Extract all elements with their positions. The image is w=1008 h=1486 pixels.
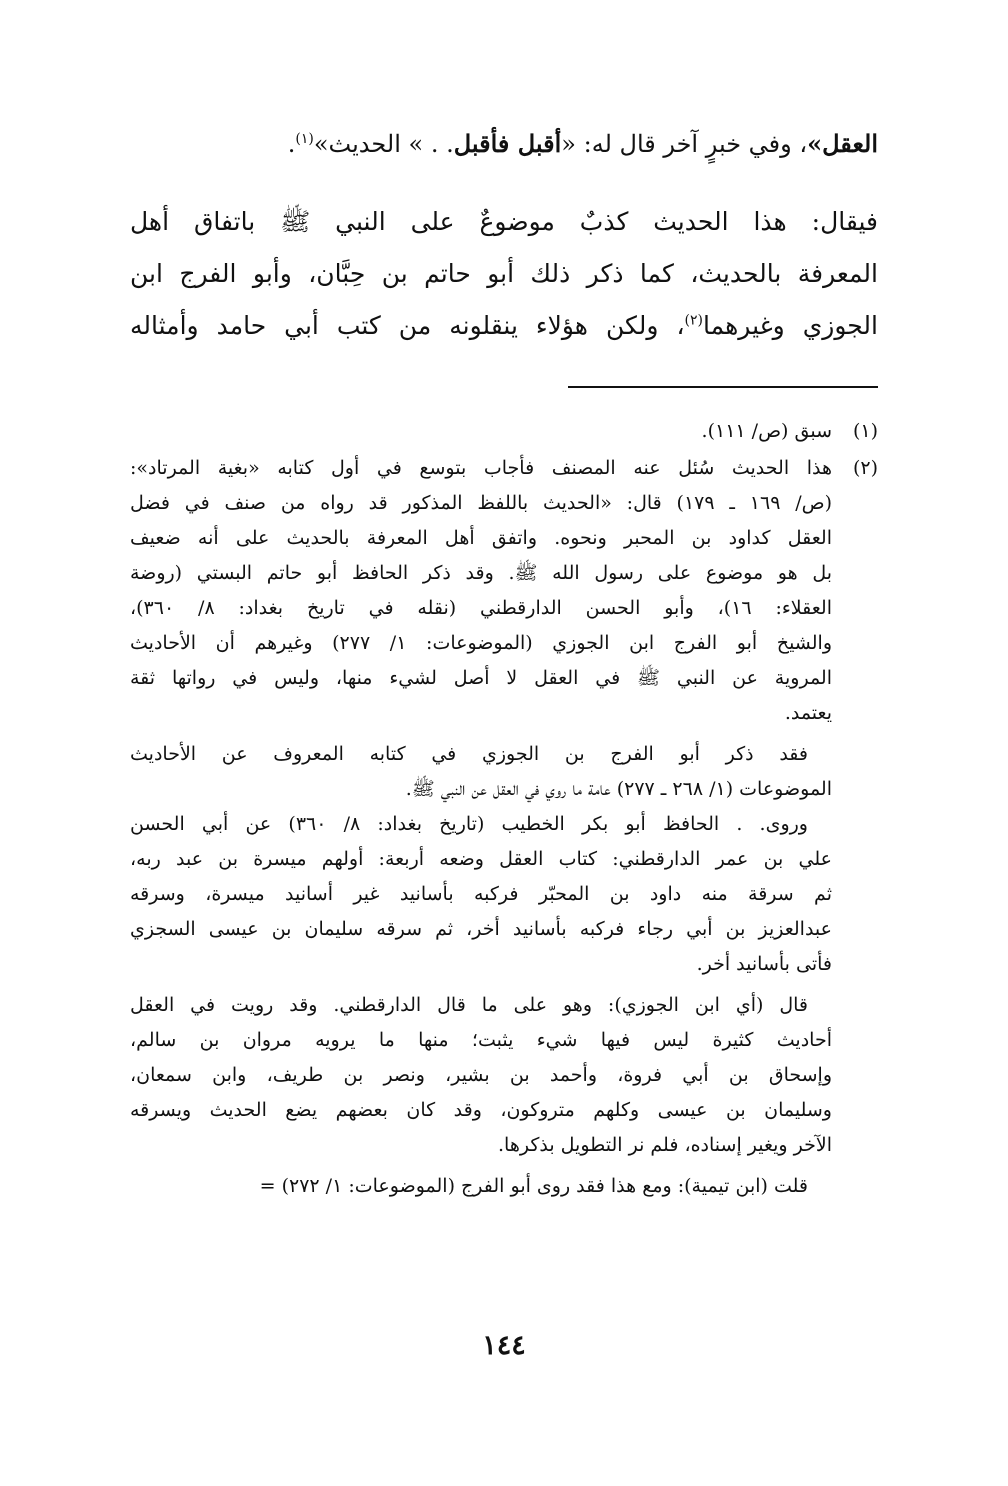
footnote-line: وسليمان بن عيسى وكلهم متروكون، وقد كان بعضهم يضع الحديث ويسرقه <box>130 1099 832 1121</box>
main-paragraph-line <box>130 300 878 352</box>
main-paragraph-line: المعرفة بالحديث، كما ذكر ذلك أبو حاتم بن حِبَّان، وأبو الفرج ابن <box>130 259 878 288</box>
main-line-1-bold2: أقبل فأقبل <box>453 129 562 158</box>
footnote-number: (١) <box>852 420 878 442</box>
footnote-paragraph <box>130 1169 878 1204</box>
footnote-separator <box>568 386 878 388</box>
footnote-line: هذا الحديث سُئل عنه المصنف فأجاب بتوسع في أول كتابه «بغية المرتاد»: <box>130 457 832 479</box>
footnote-line: العقل كداود بن المحبر ونحوه. واتفق أهل المعرفة بالحديث على أنه ضعيف <box>130 527 832 549</box>
footnote-2 <box>130 451 878 731</box>
footnote-line: بل هو موضوع على رسول الله ﷺ. وقد ذكر الحافظ أبو حاتم البستي (روضة <box>130 562 832 584</box>
main-paragraph-line: فيقال: هذا الحديث كذبٌ موضوعٌ على النبي ﷺ باتفاق أهل <box>130 207 878 236</box>
footnote-line: المروية عن النبي ﷺ في العقل لا أصل لشيء منها، وليس في رواتها ثقة <box>130 667 832 689</box>
footnote-line: وروى. . الحافظ أبو بكر الخطيب (تاريخ بغداد: ٨/ ٣٦٠) عن أبي الحسن <box>130 813 808 835</box>
footnote-line: فأتى بأسانيد أخر. <box>696 953 832 975</box>
footnote-line: (ص/ ١٦٩ ـ ١٧٩) قال: «الحديث باللفظ المذكور قد رواه من صنف في فضل <box>130 492 832 514</box>
footnote-line: عبدالعزيز بن أبي رجاء فركبه بأسانيد أخر، ثم سرقه سليمان بن عيسى السجزي <box>130 918 832 940</box>
footnote-1 <box>130 414 878 449</box>
footnote-line: سبق (ص/ ١١١). <box>701 420 832 442</box>
main-line-1 <box>130 118 878 170</box>
main-line-1-bold: العقل» <box>807 129 878 158</box>
page-number: ١٤٤ <box>482 1330 526 1361</box>
main-line-1-rest: ، وفي خبرٍ آخر قال له: « <box>561 130 808 158</box>
footnote-line: أحاديث كثيرة ليس فيها شيء يثبت؛ منها ما يرويه مروان بن سالم، <box>130 1029 832 1051</box>
footnote-paragraph <box>130 807 878 982</box>
footnote-paragraph <box>130 737 878 807</box>
footnote-line: الآخر ويغير إسناده، فلم نر التطويل بذكرها. <box>497 1134 832 1156</box>
footnote-ref-2: (٢) <box>684 312 704 329</box>
main-paragraph <box>130 196 878 352</box>
main-line-1-tail: . <box>287 130 296 158</box>
footnote-paragraph <box>130 988 878 1163</box>
footnote-line: ثم سرقة منه داود بن المحبّر فركبه بأسانيد غير أسانيد ميسرة، وسرقه <box>130 883 832 905</box>
footnote-line: والشيخ أبو الفرج ابن الجوزي (الموضوعات: ١/ ٢٧٧) وغيرهم أن الأحاديث <box>130 632 832 654</box>
footnote-ref-1: (١) <box>295 131 314 147</box>
main-text <box>130 118 878 352</box>
main-paragraph-line-rest: ، ولكن هؤلاء ينقلونه من كتب أبي حامد وأمثاله <box>130 311 685 340</box>
footnote-line: فقد ذكر أبو الفرج بن الجوزي في كتابه المعروف عن الأحاديث <box>130 743 808 765</box>
footnote-line: قال (أي ابن الجوزي): وهو على ما قال الدارقطني. وقد رويت في العقل <box>130 994 808 1016</box>
footnote-line: العقلاء: ١٦)، وأبو الحسن الدارقطني (نقله في تاريخ بغداد: ٨/ ٣٦٠)، <box>130 597 832 619</box>
footnote-line: علي بن عمر الدارقطني: كتاب العقل وضعه أربعة: أولهم ميسرة بن عبد ربه، <box>130 848 832 870</box>
main-line-1-end: . . » الحديث» <box>313 130 454 158</box>
footnote-line: وإسحاق بن أبي فروة، وأحمد بن بشير، ونصر بن طريف، وابن سمعان، <box>130 1064 832 1086</box>
footnote-number: (٢) <box>852 457 878 479</box>
footnotes <box>130 414 878 1204</box>
footnote-line: قلت (ابن تيمية): ومع هذا فقد روى أبو الفرج (الموضوعات: ١/ ٢٧٢) = <box>259 1175 808 1197</box>
footnote-line: الموضوعات (١/ ٢٦٨ ـ ٢٧٧) عامة ما روي في العقل عن النبي ﷺ. <box>405 778 832 800</box>
main-paragraph-line-start: الجوزي وغيرهما <box>703 311 878 340</box>
footnote-line: يعتمد. <box>784 702 832 724</box>
